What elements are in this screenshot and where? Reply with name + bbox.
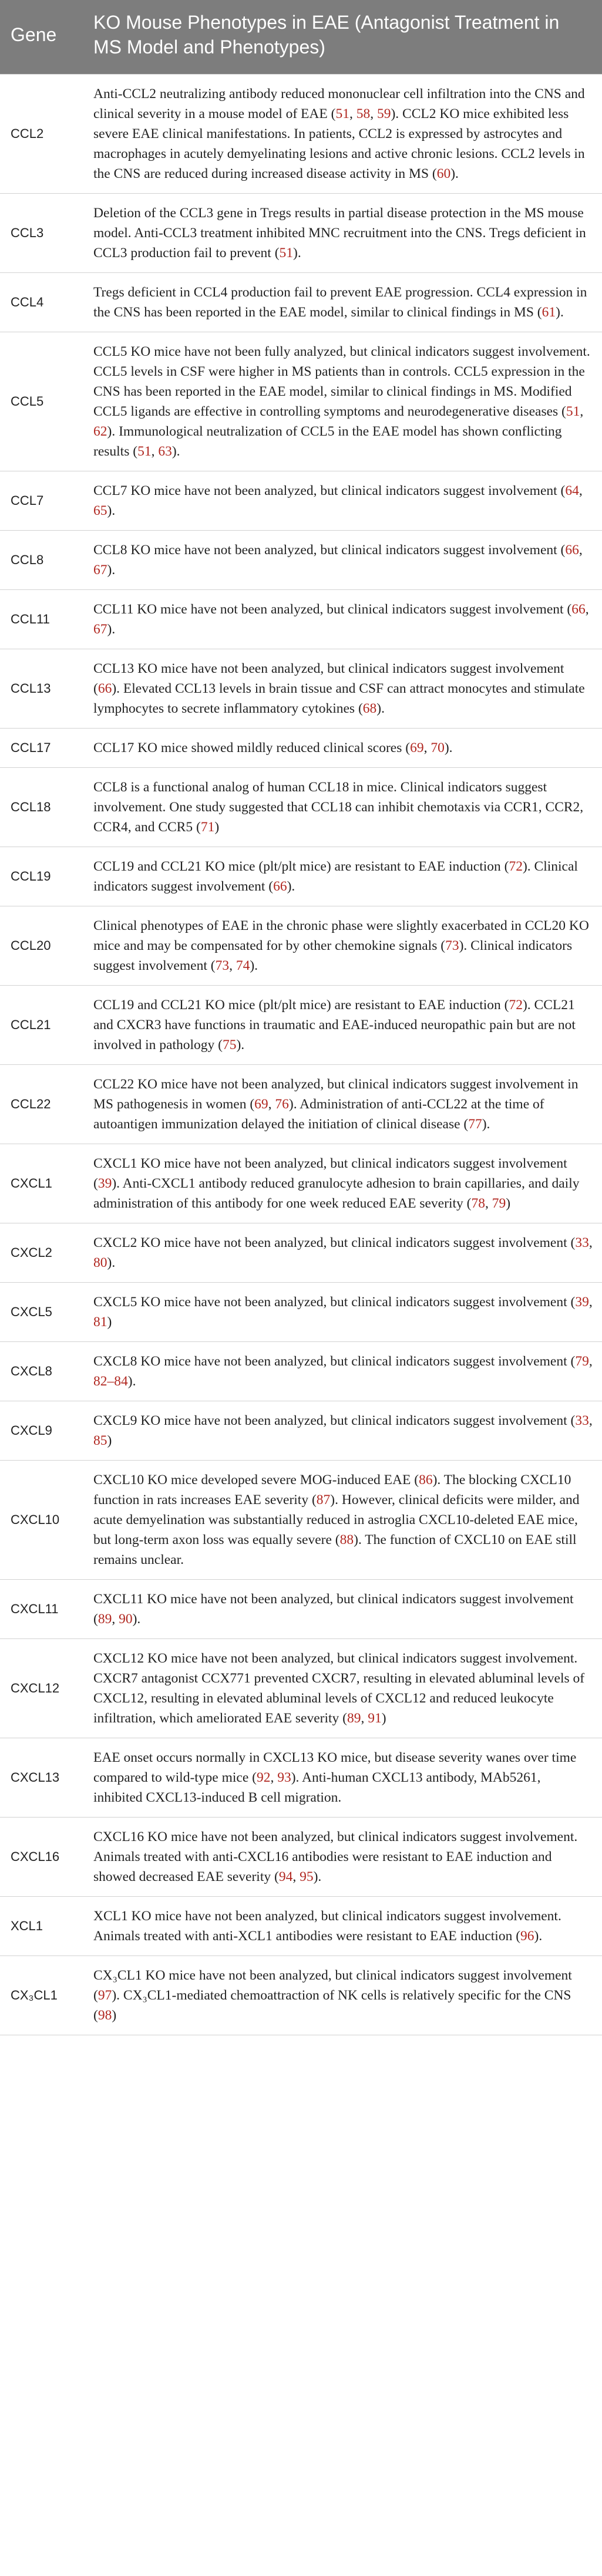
- description-text: CCL8 is a functional analog of human CCL18 in mice. Clinical indicators suggest involvement. One study suggested that CCL18 can inhibit chemotaxis via CCR1, CCR2, CCR4, and CCR5 (: [93, 780, 584, 835]
- phenotype-description-cell: [83, 1065, 602, 1144]
- description-text: EAE onset occurs normally in CXCL13 KO mice, but disease severity wanes over time compared to wild-type mice (: [93, 1750, 577, 1785]
- table-row: [0, 1342, 602, 1401]
- phenotype-description-cell: [83, 649, 602, 729]
- description-text: Anti-CCL2 neutralizing antibody reduced mononuclear cell infiltration into the CNS and clinical severity in a mouse model of EAE (: [93, 86, 585, 122]
- table-header: [0, 0, 602, 75]
- description-text: ,: [151, 444, 159, 459]
- description-text: ,: [361, 1711, 368, 1726]
- description-text: Tregs deficient in CCL4 production fail to prevent EAE progression. CCL4 expression in the CNS has been reported in the EAE model, similar to clinical findings in MS (: [93, 285, 587, 320]
- gene-cell: CCL19: [0, 847, 83, 906]
- description-text: ).: [444, 740, 453, 756]
- description-text: Deletion of the CCL3 gene in Tregs results in partial disease protection in the MS mouse model. Anti-CCL3 treatment inhibited MNC recruitment into the CNS. Tregs deficient in CCL3 production fail to prevent (: [93, 205, 586, 261]
- reference-link[interactable]: 66: [97, 681, 112, 696]
- description-text: CXCL9 KO mice have not been analyzed, but clinical indicators suggest involvement (: [93, 1413, 576, 1428]
- gene-cell: CCL4: [0, 273, 83, 332]
- reference-link[interactable]: 51: [566, 404, 580, 419]
- table-row: [0, 1401, 602, 1461]
- description-text: ).: [107, 622, 116, 637]
- description-text: ,: [579, 542, 583, 558]
- reference-link[interactable]: 51: [137, 444, 152, 459]
- description-text: CCL7 KO mice have not been analyzed, but clinical indicators suggest involvement (: [93, 483, 566, 498]
- reference-link[interactable]: 74: [236, 958, 250, 973]
- reference-link[interactable]: 63: [158, 444, 172, 459]
- gene-cell: CCL7: [0, 471, 83, 531]
- description-text: ,: [268, 1097, 275, 1112]
- reference-link[interactable]: 90: [119, 1611, 133, 1627]
- reference-link[interactable]: 89: [347, 1711, 361, 1726]
- description-text: ): [107, 1314, 112, 1330]
- description-text: ). Anti-CXCL1 antibody reduced granulocyte adhesion to brain capillaries, and daily administration of this antibody for one week reduced EAE severity (: [93, 1176, 580, 1211]
- phenotype-description-cell: [83, 1818, 602, 1897]
- description-text: CXCL11 KO mice have not been analyzed, but clinical indicators suggest involvement (: [93, 1592, 574, 1627]
- description-text: ): [107, 1433, 112, 1448]
- reference-link[interactable]: 61: [542, 305, 556, 320]
- description-text: ,: [370, 106, 377, 122]
- description-text: ).: [171, 444, 180, 459]
- gene-cell: CXCL8: [0, 1342, 83, 1401]
- phenotype-description-cell: [83, 75, 602, 194]
- description-text: ,: [423, 740, 431, 756]
- phenotype-description-cell: [83, 332, 602, 471]
- phenotype-description-cell: [83, 1639, 602, 1738]
- description-text: CXCL8 KO mice have not been analyzed, but clinical indicators suggest involvement (: [93, 1354, 576, 1369]
- reference-link[interactable]: 85: [93, 1433, 107, 1448]
- reference-link[interactable]: 73: [445, 938, 459, 953]
- gene-cell: CCL21: [0, 986, 83, 1065]
- reference-link[interactable]: 79: [575, 1354, 589, 1369]
- reference-link[interactable]: 72: [509, 859, 523, 874]
- table-row: [0, 332, 602, 471]
- table-row: [0, 729, 602, 768]
- description-text: ).: [250, 958, 258, 973]
- table-row: [0, 273, 602, 332]
- description-text: ).: [236, 1037, 245, 1053]
- reference-link[interactable]: 89: [97, 1611, 112, 1627]
- phenotype-description-cell: [83, 1401, 602, 1461]
- gene-column-header: Gene: [0, 0, 83, 75]
- description-text: ).: [107, 503, 116, 518]
- description-text: CXCL16 KO mice have not been analyzed, but clinical indicators suggest involvement. Animals treated with anti-CXCL16 antibodies were resistant to EAE induction and showed decreased EAE severity (: [93, 1829, 578, 1884]
- reference-link[interactable]: 81: [93, 1314, 107, 1330]
- description-text: ,: [349, 106, 357, 122]
- description-text: CXCL1 KO mice have not been analyzed, but clinical indicators suggest involvement (: [93, 1156, 567, 1191]
- reference-link[interactable]: 96: [520, 1928, 534, 1944]
- description-text: ).: [482, 1117, 490, 1132]
- phenotype-description-cell: [83, 273, 602, 332]
- reference-link[interactable]: 68: [362, 701, 377, 716]
- description-text: CX₃CL1 KO mice have not been analyzed, but clinical indicators suggest involvement (: [93, 1968, 572, 2003]
- table-row: [0, 1738, 602, 1818]
- gene-cell: CXCL16: [0, 1818, 83, 1897]
- table-row: [0, 194, 602, 273]
- description-text: ). The function of CXCL10 on EAE still remains unclear.: [93, 1532, 577, 1567]
- gene-cell: CX₃CL1: [0, 1956, 83, 2035]
- reference-link[interactable]: 73: [215, 958, 230, 973]
- phenotype-description-cell: [83, 847, 602, 906]
- description-text: ). Elevated CCL13 levels in brain tissue and CSF can attract monocytes and stimulate lymphocytes to secrete inflammatory cytokines (: [93, 681, 585, 716]
- table-row: [0, 1897, 602, 1956]
- gene-cell: CCL17: [0, 729, 83, 768]
- description-text: CCL17 KO mice showed mildly reduced clinical scores (: [93, 740, 411, 756]
- description-text: ).: [376, 701, 385, 716]
- table-row: [0, 1580, 602, 1639]
- reference-link[interactable]: 60: [436, 166, 451, 181]
- reference-link[interactable]: 88: [339, 1532, 354, 1547]
- reference-link[interactable]: 76: [275, 1097, 289, 1112]
- reference-link[interactable]: 69: [254, 1097, 268, 1112]
- reference-link[interactable]: 82–84: [93, 1374, 128, 1389]
- reference-link[interactable]: 71: [200, 820, 215, 835]
- description-text: ,: [588, 1354, 593, 1369]
- phenotype-column-header: KO Mouse Phenotypes in EAE (Antagonist Treatment in MS Model and Phenotypes): [83, 0, 602, 75]
- phenotype-description-cell: [83, 590, 602, 649]
- phenotype-description-cell: [83, 1897, 602, 1956]
- reference-link[interactable]: 86: [419, 1472, 433, 1488]
- gene-cell: CCL20: [0, 906, 83, 986]
- description-text: ). CX₃CL1-mediated chemoattraction of NK cells is relatively specific for the CNS (: [93, 1988, 571, 2023]
- description-text: XCL1 KO mice have not been analyzed, but clinical indicators suggest involvement. Animals treated with anti-XCL1 antibodies were resistant to EAE induction (: [93, 1909, 561, 1944]
- description-text: ).: [107, 1255, 116, 1270]
- description-text: ). Administration of anti-CCL22 at the time of autoantigen immunization delayed the initiation of clinical disease (: [93, 1097, 544, 1132]
- table-row: [0, 906, 602, 986]
- reference-link[interactable]: 69: [410, 740, 424, 756]
- description-text: ).: [556, 305, 564, 320]
- reference-link[interactable]: 59: [376, 106, 391, 122]
- reference-link[interactable]: 94: [278, 1869, 293, 1884]
- description-text: ). CCL21 and CXCR3 have functions in traumatic and EAE-induced neuropathic pain but are not involved in pathology (: [93, 997, 576, 1053]
- description-text: ,: [292, 1869, 300, 1884]
- reference-link[interactable]: 51: [279, 245, 294, 261]
- table-row: [0, 1223, 602, 1283]
- gene-cell: CCL8: [0, 531, 83, 590]
- table-row: [0, 649, 602, 729]
- phenotype-description-cell: [83, 906, 602, 986]
- description-text: ,: [588, 1413, 593, 1428]
- gene-cell: CXCL9: [0, 1401, 83, 1461]
- table-row: [0, 1144, 602, 1223]
- reference-link[interactable]: 70: [431, 740, 445, 756]
- description-text: ,: [229, 958, 236, 973]
- gene-cell: CXCL2: [0, 1223, 83, 1283]
- table-row: [0, 1818, 602, 1897]
- reference-link[interactable]: 72: [509, 997, 523, 1013]
- description-text: ): [381, 1711, 386, 1726]
- description-text: CCL19 and CCL21 KO mice (plt/plt mice) are resistant to EAE induction (: [93, 859, 509, 874]
- table-row: [0, 531, 602, 590]
- gene-cell: CCL2: [0, 75, 83, 194]
- description-text: ).: [287, 879, 295, 894]
- reference-link[interactable]: 87: [316, 1492, 331, 1508]
- description-text: ).: [313, 1869, 322, 1884]
- description-text: ). Immunological neutralization of CCL5 in the EAE model has shown conflicting results (: [93, 424, 562, 459]
- description-text: ).: [127, 1374, 136, 1389]
- reference-link[interactable]: 93: [277, 1770, 291, 1785]
- table-row: [0, 1461, 602, 1580]
- description-text: CXCL2 KO mice have not been analyzed, but clinical indicators suggest involvement (: [93, 1235, 576, 1250]
- phenotype-description-cell: [83, 531, 602, 590]
- phenotype-description-cell: [83, 1956, 602, 2035]
- phenotype-description-cell: [83, 1738, 602, 1818]
- description-text: ,: [112, 1611, 119, 1627]
- description-text: ,: [579, 483, 583, 498]
- description-text: ).: [293, 245, 301, 261]
- description-text: ). However, clinical deficits were milder, and acute demyelination was substantially reduced in astroglia CXCL10-deleted EAE mice, but long-term axon loss was equally severe (: [93, 1492, 580, 1547]
- reference-link[interactable]: 62: [93, 424, 107, 439]
- reference-link[interactable]: 97: [97, 1988, 112, 2003]
- reference-link[interactable]: 67: [93, 622, 107, 637]
- table-row: [0, 847, 602, 906]
- header-row: [0, 0, 602, 75]
- description-text: CXCL12 KO mice have not been analyzed, but clinical indicators suggest involvement. CXCR7 antagonist CCX771 prevented CXCR7, resulting in elevated abluminal levels of CXCL12, resulting in elevated abluminal levels of CXCL12 and reduced leukocyte infiltration, which ameliorated EAE severity (: [93, 1651, 585, 1726]
- phenotype-description-cell: [83, 1223, 602, 1283]
- reference-link[interactable]: 98: [97, 2008, 112, 2023]
- description-text: ).: [450, 166, 459, 181]
- description-text: ): [506, 1196, 511, 1211]
- phenotype-description-cell: [83, 768, 602, 847]
- reference-link[interactable]: 64: [565, 483, 579, 498]
- description-text: ). Clinical indicators suggest involvement (: [93, 859, 578, 894]
- phenotype-description-cell: [83, 1342, 602, 1401]
- reference-link[interactable]: 51: [335, 106, 349, 122]
- table-row: [0, 1065, 602, 1144]
- description-text: ,: [585, 602, 589, 617]
- description-text: CCL5 KO mice have not been fully analyzed, but clinical indicators suggest involvement. CCL5 levels in CSF were higher in MS patients than in controls. CCL5 expression in the CNS has been reported in the EAE model, similar to clinical findings in MS. Modified CCL5 ligands are effective in controlling symptoms and neurodegenerative diseases (: [93, 344, 590, 419]
- gene-cell: CXCL1: [0, 1144, 83, 1223]
- reference-link[interactable]: 33: [575, 1235, 589, 1250]
- reference-link[interactable]: 91: [368, 1711, 382, 1726]
- description-text: CCL13 KO mice have not been analyzed, but clinical indicators suggest involvement (: [93, 661, 564, 696]
- description-text: CXCL5 KO mice have not been analyzed, but clinical indicators suggest involvement (: [93, 1294, 576, 1310]
- description-text: ). The blocking CXCL10 function in rats increases EAE severity (: [93, 1472, 571, 1508]
- gene-cell: CXCL12: [0, 1639, 83, 1738]
- description-text: ,: [485, 1196, 492, 1211]
- reference-link[interactable]: 80: [93, 1255, 107, 1270]
- phenotype-description-cell: [83, 471, 602, 531]
- gene-cell: CCL18: [0, 768, 83, 847]
- reference-link[interactable]: 78: [471, 1196, 485, 1211]
- gene-cell: CCL5: [0, 332, 83, 471]
- table-row: [0, 75, 602, 194]
- gene-cell: CCL3: [0, 194, 83, 273]
- reference-link[interactable]: 77: [468, 1117, 482, 1132]
- table-row: [0, 590, 602, 649]
- gene-cell: CXCL13: [0, 1738, 83, 1818]
- gene-cell: CXCL11: [0, 1580, 83, 1639]
- phenotype-description-cell: [83, 986, 602, 1065]
- description-text: ).: [107, 562, 116, 578]
- gene-cell: XCL1: [0, 1897, 83, 1956]
- description-text: ). CCL2 KO mice exhibited less severe EAE clinical manifestations. In patients, CCL2 is expressed by astrocytes and macrophages in acutely demyelinating lesions and active chronic lesions. CCL2 levels in the CNS are reduced during increased disease activity in MS (: [93, 106, 585, 181]
- reference-link[interactable]: 39: [575, 1294, 589, 1310]
- table-row: [0, 768, 602, 847]
- table-row: [0, 471, 602, 531]
- description-text: CCL8 KO mice have not been analyzed, but clinical indicators suggest involvement (: [93, 542, 566, 558]
- gene-cell: CCL13: [0, 649, 83, 729]
- gene-cell: CCL11: [0, 590, 83, 649]
- phenotype-description-cell: [83, 1580, 602, 1639]
- table-row: [0, 1956, 602, 2035]
- table-body: [0, 75, 602, 2035]
- reference-link[interactable]: 67: [93, 562, 107, 578]
- reference-link[interactable]: 58: [356, 106, 371, 122]
- description-text: ,: [588, 1235, 593, 1250]
- gene-cell: CXCL5: [0, 1283, 83, 1342]
- table-row: [0, 1639, 602, 1738]
- reference-link[interactable]: 65: [93, 503, 107, 518]
- description-text: ). Clinical indicators suggest involvement (: [93, 938, 573, 973]
- phenotype-description-cell: [83, 1461, 602, 1580]
- description-text: ): [112, 2008, 117, 2023]
- table-row: [0, 986, 602, 1065]
- description-text: CCL22 KO mice have not been analyzed, but clinical indicators suggest involvement in MS pathogenesis in women (: [93, 1077, 579, 1112]
- reference-link[interactable]: 66: [571, 602, 586, 617]
- gene-cell: CCL22: [0, 1065, 83, 1144]
- reference-link[interactable]: 33: [575, 1413, 589, 1428]
- phenotype-description-cell: [83, 194, 602, 273]
- reference-link[interactable]: 92: [256, 1770, 271, 1785]
- reference-link[interactable]: 75: [222, 1037, 237, 1053]
- phenotype-description-cell: [83, 1144, 602, 1223]
- description-text: ).: [534, 1928, 543, 1944]
- description-text: CCL11 KO mice have not been analyzed, but clinical indicators suggest involvement (: [93, 602, 572, 617]
- reference-link[interactable]: 79: [492, 1196, 506, 1211]
- description-text: Clinical phenotypes of EAE in the chronic phase were slightly exacerbated in CCL20 KO mice and may be compensated for by other chemokine signals (: [93, 918, 589, 953]
- reference-link[interactable]: 66: [565, 542, 579, 558]
- description-text: ): [214, 820, 220, 835]
- description-text: ,: [588, 1294, 593, 1310]
- description-text: ).: [132, 1611, 141, 1627]
- description-text: CCL19 and CCL21 KO mice (plt/plt mice) are resistant to EAE induction (: [93, 997, 509, 1013]
- description-text: ,: [580, 404, 584, 419]
- reference-link[interactable]: 95: [300, 1869, 314, 1884]
- description-text: CXCL10 KO mice developed severe MOG-induced EAE (: [93, 1472, 419, 1488]
- gene-cell: CXCL10: [0, 1461, 83, 1580]
- description-text: ,: [270, 1770, 278, 1785]
- table-row: [0, 1283, 602, 1342]
- phenotype-description-cell: [83, 1283, 602, 1342]
- description-text: ). Anti-human CXCL13 antibody, MAb5261, inhibited CXCL13-induced B cell migration.: [93, 1770, 541, 1805]
- phenotype-description-cell: [83, 729, 602, 768]
- reference-link[interactable]: 66: [273, 879, 287, 894]
- reference-link[interactable]: 39: [97, 1176, 112, 1191]
